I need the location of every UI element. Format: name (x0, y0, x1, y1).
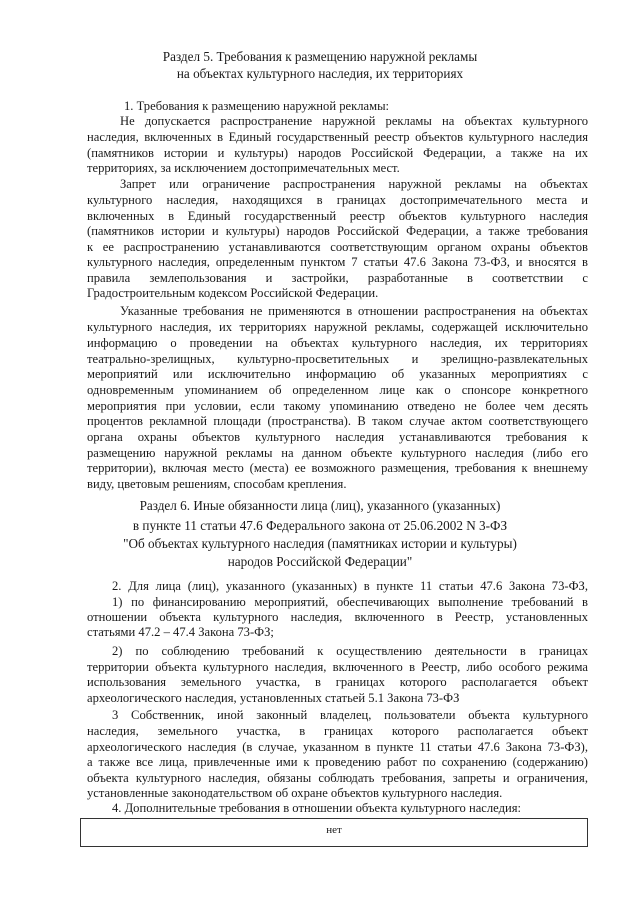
additional-requirements-box (80, 818, 588, 847)
item3-line: установленные законодательством об охране объектов культурного наследия. (87, 786, 503, 800)
item2-line: отношении объекта культурного наследия, включенного в Реестр, установленных (87, 610, 588, 624)
item1-heading: 1. Требования к размещению наружной рекламы: (124, 99, 390, 113)
item3-line: объекта культурного наследия, обязаны соблюдать требования, запреты и ограничения, (87, 771, 588, 785)
section6-title-line: в пункте 11 статьи 47.6 Федерального закона от 25.06.2002 N 3-ФЗ (132, 518, 508, 533)
p2-line: Градостроительным кодексом Российской Федерации. (87, 286, 379, 300)
p1-line: (памятников истории и культуры) народов Российской Федерации, а также на их (87, 146, 588, 160)
section6-title-line: Раздел 6. Иные обязанности лица (лиц), указанного (указанных) (139, 498, 501, 513)
p3-line: культурного наследия, их территориях наружной рекламы, содержащей исключительно (87, 320, 588, 334)
p3-line: мероприятий или исключительно информацию об указанных мероприятиях с (87, 367, 588, 381)
p3-line: органа охраны объектов культурного наследия устанавливаются требования к (87, 430, 588, 444)
additional-requirements-value: нет (326, 824, 342, 836)
p2-line: (памятников истории и культуры) народов Российской Федерации, а также требования (87, 224, 588, 238)
item2b-line: использования земельного участка, в границах которого располагается объект (87, 675, 588, 689)
p2-line: включенных в Единый государственный реестр объектов культурного наследия (87, 209, 588, 223)
p3-line: виду, цветовым решениям, способам крепления. (87, 477, 347, 491)
item4-heading: 4. Дополнительные требования в отношении объекта культурного наследия: (112, 801, 522, 815)
p2-line: культурного наследия, находящихся в границах достопримечательного места и (87, 193, 588, 207)
item2b-line: территории объекта культурного наследия, включенного в Реестр, либо особого режима (87, 660, 588, 674)
p1-line: наследия, включенных в Единый государственный реестр объектов культурного наследия (87, 130, 588, 144)
item2b-line: 2) по соблюдению требований к осуществлению деятельности в границах (112, 644, 588, 658)
p3-line: процентов рекламной площади (пространства). В таком случае актом соответствующего (87, 414, 588, 428)
p1-line: территориях, за исключением достопримечательных мест. (87, 161, 400, 175)
p2-line: правила землепользования и застройки, разработанные в соответствии с (87, 271, 588, 285)
p3-line: информацию о проведении на объектах культурного наследия, их территориях (87, 336, 588, 350)
p2-line: Запрет или ограничение распространения наружной рекламы на объектах (120, 177, 588, 191)
section6-title-line: народов Российской Федерации" (227, 554, 413, 569)
item2-line: 2. Для лица (лиц), указанного (указанных) в пункте 11 статьи 47.6 Закона 73-ФЗ, (112, 579, 588, 593)
p3-line: размещению наружной рекламы на данном объекте культурного наследия (либо его (87, 446, 588, 460)
p2-line: культурного наследия, определенным пунктом 7 статьи 47.6 Закона 73-ФЗ, и вносятся в (87, 255, 588, 269)
item3-line: наследия, земельного участка, в границах которого располагается объект (87, 724, 588, 738)
p3-line: мероприятия при условии, если такому упоминанию отведено не более чем десять (87, 399, 588, 413)
p2-line: к ее распространению устанавливаются соответствующим органом охраны объектов (87, 240, 588, 254)
item3-line: археологического наследия (в случае, указанном в пункте 11 статьи 47.6 Закона 73-ФЗ), (87, 740, 588, 754)
p3-line: одновременным упоминанием об определенном лице как о спонсоре конкретного (87, 383, 588, 397)
p3-line: Указанные требования не применяются в отношении распространения на объектах (120, 304, 588, 318)
p3-line: территории), включая место (места) ее возможного размещения, требования к внешнему (87, 461, 588, 475)
item3-line: 3 Собственник, иной законный владелец, пользователи объекта культурного (112, 708, 588, 722)
item2-line: статьями 47.2 – 47.4 Закона 73-ФЗ; (87, 625, 274, 639)
section6-title-line: "Об объектах культурного наследия (памятниках истории и культуры) (123, 536, 517, 551)
section5-title-line2: на объектах культурного наследия, их территориях (176, 66, 464, 81)
p1-line: Не допускается распространение наружной рекламы на объектах культурного (120, 114, 588, 128)
item3-line: а также все лица, привлеченные ими к проведению работ по сохранению (содержанию) (87, 755, 588, 769)
section5-title-line1: Раздел 5. Требования к размещению наружной рекламы (162, 49, 478, 64)
p3-line: театрально-зрелищных, культурно-просветительных и зрелищно-развлекательных (87, 352, 588, 366)
item2b-line: археологического наследия, установленных статьей 5.1 Закона 73-ФЗ (87, 691, 460, 705)
item2-line: 1) по финансированию мероприятий, обеспечивающих выполнение требований в (112, 595, 588, 609)
